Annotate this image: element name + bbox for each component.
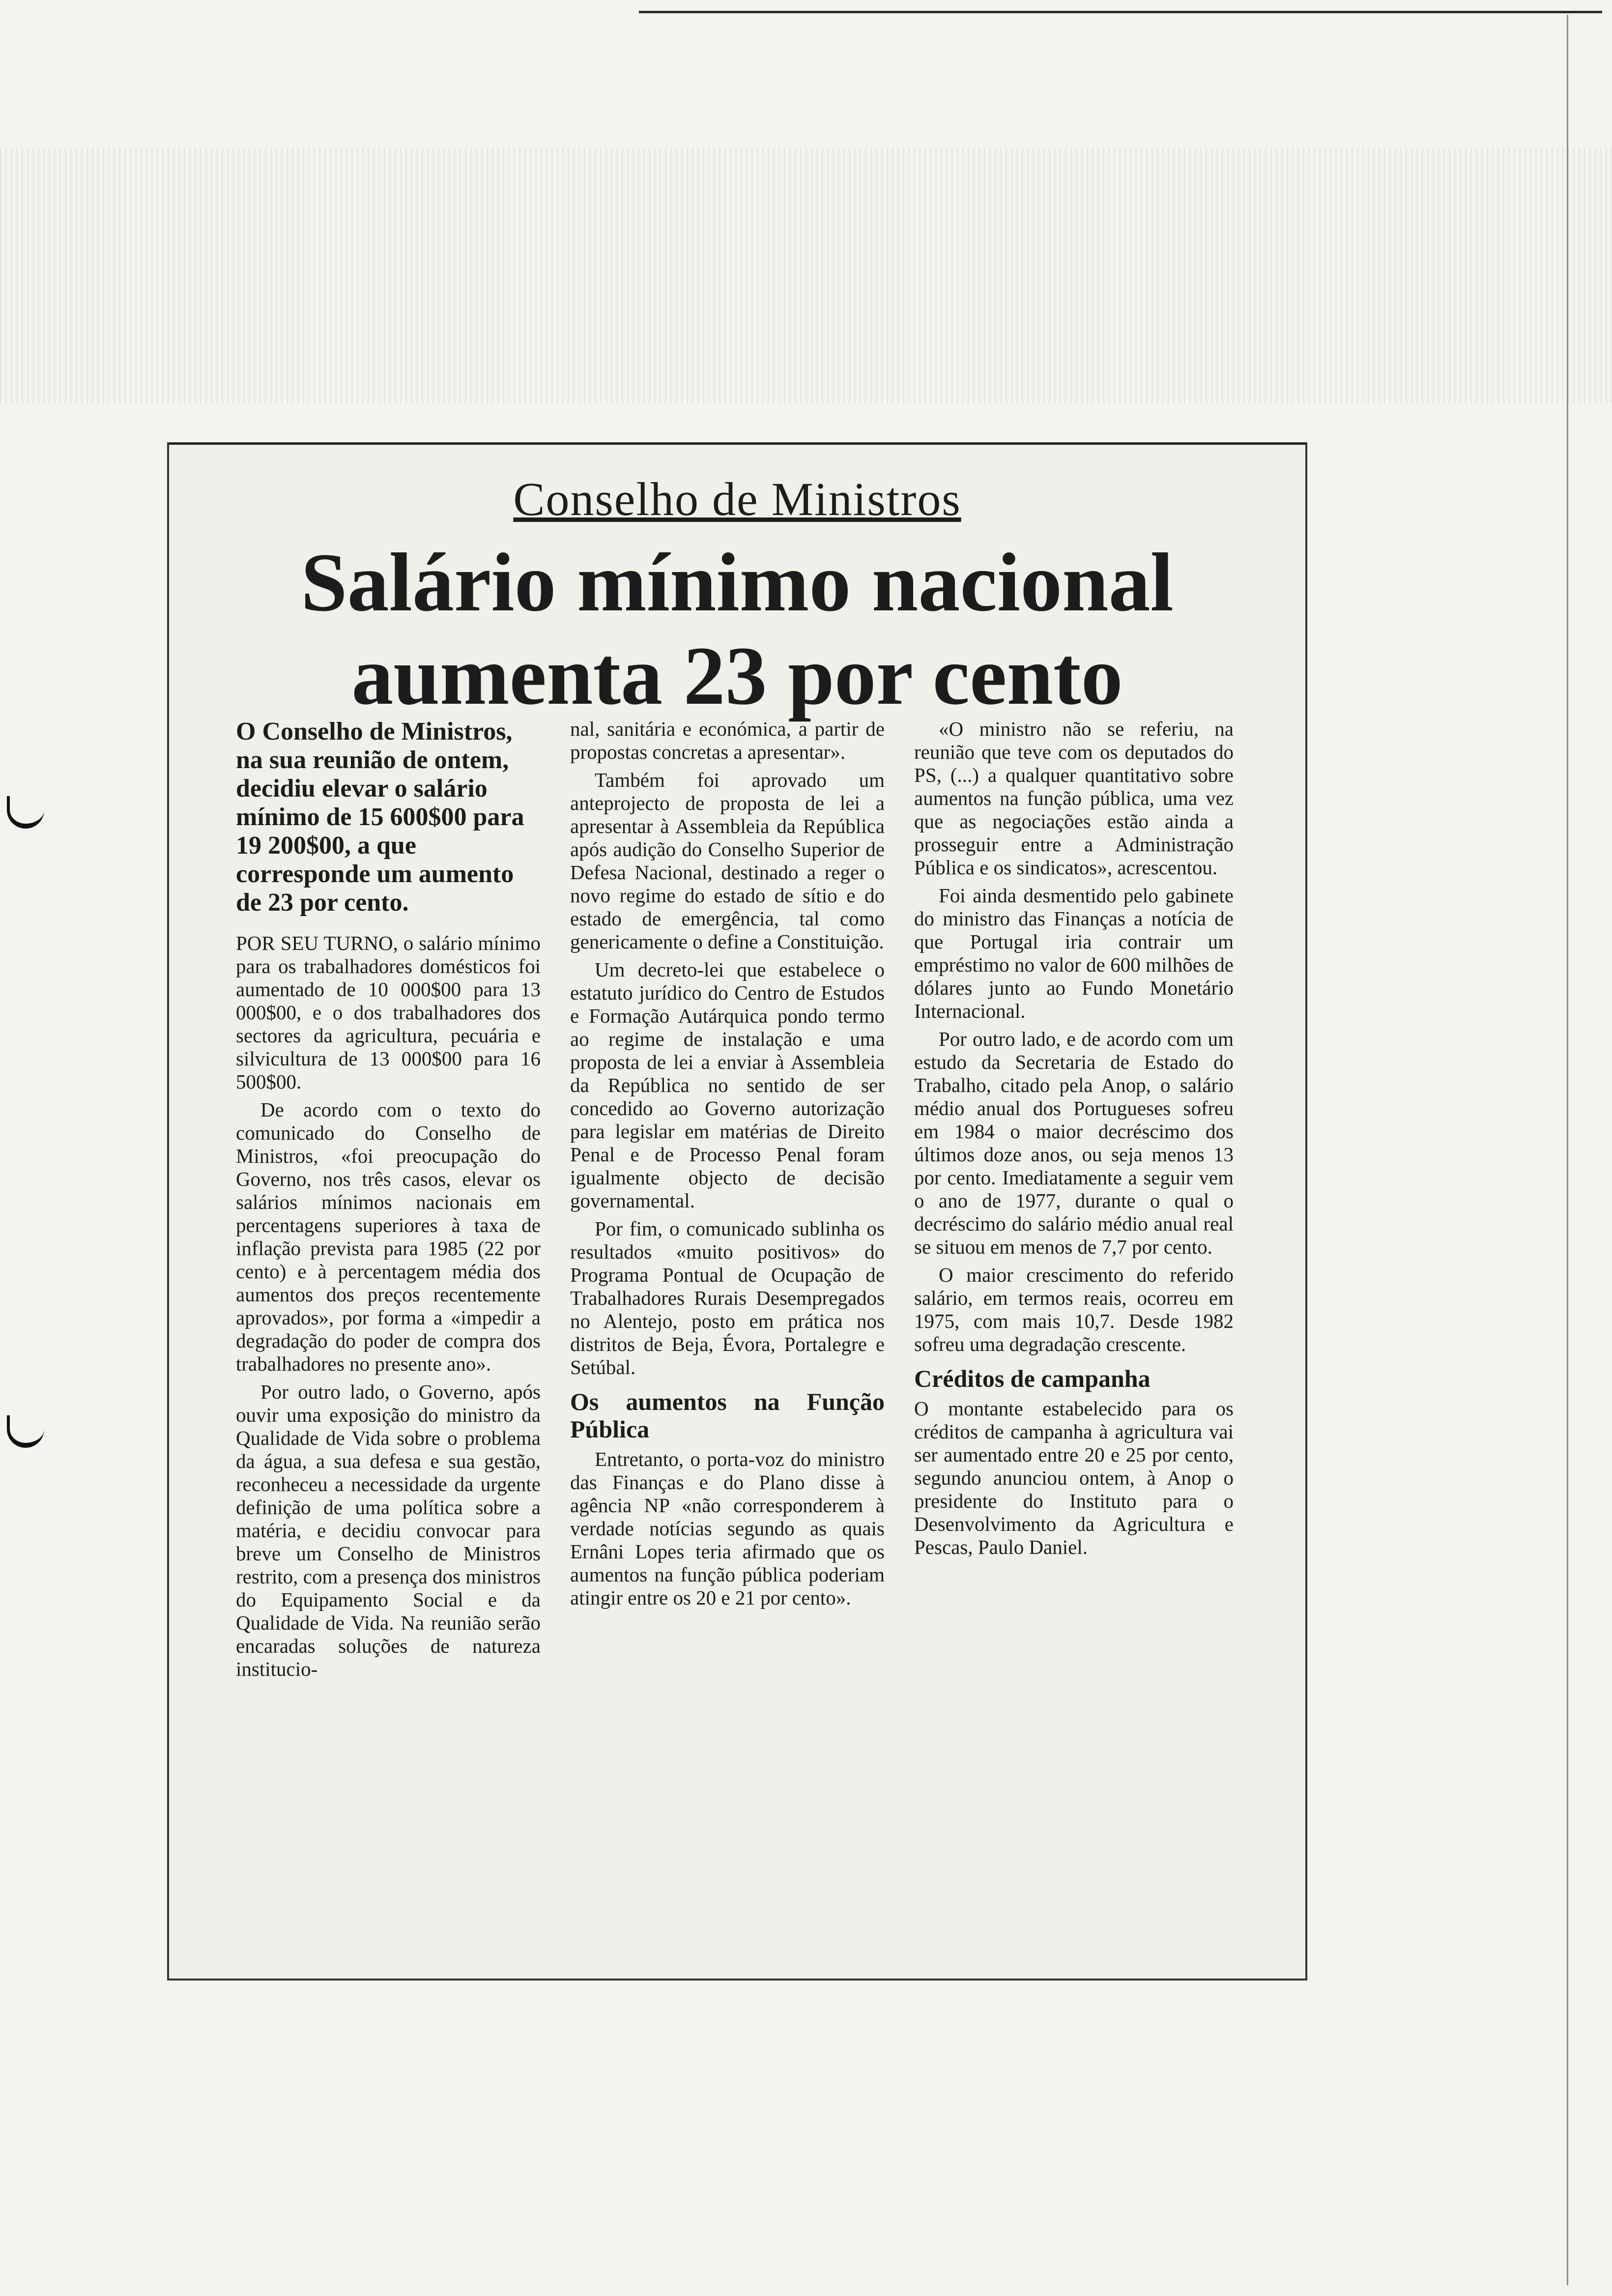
article-column-3 — [914, 718, 1234, 1564]
paragraph: O montante estabelecido para os créditos de campanha à agricultura vai ser aumentado entre 20 e 25 por cento, segundo anunciou ontem, à Anop o presidente do Instituto para o Desenvolvimento da Agricultura e Pescas, Paulo Daniel. — [914, 1397, 1234, 1558]
scan-edge-top — [639, 11, 1602, 13]
punch-hole-mark — [7, 1415, 44, 1448]
paragraph: POR SEU TURNO, o salário mínimo para os trabalhadores domésticos foi aumentado de 10 000$00 para 13 000$00, e o dos trabalhadores dos sectores da agricultura, pecuária e silvicultura de 13 000$00 para 16 500$00. — [236, 932, 541, 1093]
headline-line-2: aumenta 23 por cento — [351, 630, 1123, 722]
clipping-border-bottom — [167, 1979, 1307, 1980]
paragraph: Um decreto-lei que estabelece o estatuto jurídico do Centro de Estudos e Formação Autárquica pondo termo ao regime de instalação e uma proposta de lei a enviar à Assembleia da República no sentido de ser concedido ao Governo autorização para legislar em matérias de Direito Penal e de Processo Penal foram igualmente objecto de decisão governamental. — [570, 958, 885, 1212]
scan-noise — [0, 147, 1612, 403]
lead-paragraph: O Conselho de Ministros, na sua reunião de ontem, decidiu elevar o salário mínimo de 15 600$00 para 19 200$00, a que corresponde um aumento de 23 por cento. — [236, 718, 524, 917]
punch-hole-mark — [7, 796, 44, 829]
paragraph: Entretanto, o porta-voz do ministro das Finanças e do Plano disse à agência NP «não corresponderem à verdade notícias segundo as quais Ernâni Lopes teria afirmado que os aumentos na função pública poderiam atingir entre os 20 e 21 por cento». — [570, 1448, 885, 1609]
paragraph: Foi ainda desmentido pelo gabinete do ministro das Finanças a notícia de que Portugal iria contrair um empréstimo no valor de 600 milhões de dólares junto ao Fundo Monetário Internacional. — [914, 884, 1234, 1022]
headline — [187, 536, 1288, 722]
scan-edge-right — [1567, 15, 1568, 2285]
subheading: Créditos de campanha — [914, 1365, 1151, 1392]
article-column-1 — [236, 718, 541, 1686]
article-column-2 — [570, 718, 885, 1614]
clipping-border-top — [167, 442, 1307, 445]
subheading: Os aumentos na Função Pública — [570, 1388, 885, 1443]
paragraph: nal, sanitária e económica, a partir de propostas concretas a apresentar». — [570, 718, 885, 763]
clipping-border-left — [167, 442, 169, 1980]
clipping-border-right — [1305, 442, 1307, 1980]
paragraph: Por fim, o comunicado sublinha os resultados «muito positivos» do Programa Pontual de Ocupação de Trabalhadores Rurais Desempregados no Alentejo, posto em prática nos distritos de Beja, Évora, Portalegre e Setúbal. — [570, 1217, 885, 1378]
paragraph: De acordo com o texto do comunicado do Conselho de Ministros, «foi preocupação do Governo, nos três casos, elevar os salários mínimos nacionais em percentagens superiores à taxa de inflação prevista para 1985 (22 por cento) e à percentagem média dos aumentos dos preços recentemente aprovados», por forma a «impedir a degradação do poder de compra dos trabalhadores no presente ano». — [236, 1098, 541, 1375]
headline-line-1: Salário mínimo nacional — [301, 536, 1174, 629]
section-kicker: Conselho de Ministros — [513, 473, 961, 525]
paragraph: Por outro lado, e de acordo com um estudo da Secretaria de Estado do Trabalho, citado pela Anop, o salário médio anual dos Portugueses sofreu em 1984 o maior decréscimo dos últimos doze anos, ou seja menos 13 por cento. Imediatamente a seguir vem o ano de 1977, durante o qual o decréscimo do salário médio anual real se situou em menos de 7,7 por cento. — [914, 1028, 1234, 1258]
paragraph: «O ministro não se referiu, na reunião que teve com os deputados do PS, (...) a qualquer quantitativo sobre aumentos na função pública, uma vez que as negociações estão ainda a prosseguir entre a Administração Pública e os sindicatos», acrescentou. — [914, 718, 1234, 879]
paragraph: Por outro lado, o Governo, após ouvir uma exposição do ministro da Qualidade de Vida sobre o problema da água, a sua defesa e sua gestão, reconheceu a necessidade da urgente definição de uma política sobre a matéria, e decidiu convocar para breve um Conselho de Ministros restrito, com a presença dos ministros do Equipamento Social e da Qualidade de Vida. Na reunião serão encaradas soluções de natureza institucio- — [236, 1380, 541, 1680]
paragraph: O maior crescimento do referido salário, em termos reais, ocorreu em 1975, com mais 10,7. Desde 1982 sofreu uma degradação crescente. — [914, 1263, 1234, 1355]
newspaper-clipping — [167, 442, 1307, 1980]
paragraph: Também foi aprovado um anteprojecto de proposta de lei a apresentar à Assembleia da República após audição do Conselho Superior de Defesa Nacional, destinado a reger o novo regime do estado de sítio e do estado de emergência, tal como genericamente o define a Constituição. — [570, 769, 885, 953]
